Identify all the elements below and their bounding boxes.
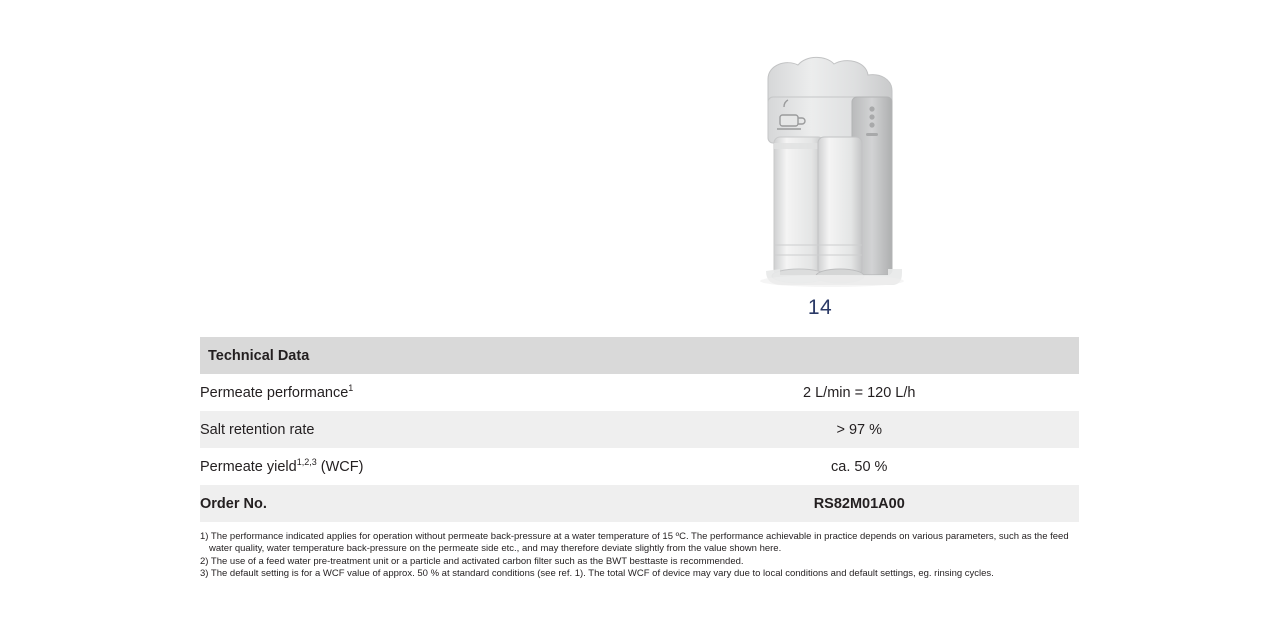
row-label xyxy=(200,374,640,411)
footnote-2: 2) The use of a feed water pre-treatment unit or a particle and activated carbon filter such as the BWT besttaste is recommended. xyxy=(200,555,744,567)
table-row-order-no xyxy=(200,485,1079,522)
technical-data-table xyxy=(200,337,1079,522)
row-value: 2 L/min = 120 L/h xyxy=(640,374,1080,411)
table-row xyxy=(200,411,1079,448)
row-label xyxy=(200,411,640,448)
row-value-order-no: RS82M01A00 xyxy=(640,485,1080,522)
footnote-1: 1) The performance indicated applies for operation without permeate back-pressure at a water temperature of 15 ºC. The performance achievable in practice depends on various parameters, such as the feed water quality, water temperature back-pressure on the permeate side etc., and may therefore deviate slightly from the value shown here. xyxy=(200,531,1069,555)
table-header-row xyxy=(200,337,1079,374)
row-label-text: Permeate yield xyxy=(200,458,297,475)
row-label-suffix: (WCF) xyxy=(316,458,364,475)
row-label-footnote-ref: 1 xyxy=(348,382,354,393)
table-row xyxy=(200,448,1079,485)
row-label-footnote-ref: 1,2,3 xyxy=(296,456,317,467)
table-row xyxy=(200,374,1079,411)
table-header-label: Technical Data xyxy=(200,337,1079,374)
row-value: ca. 50 % xyxy=(640,448,1080,485)
product-image xyxy=(740,45,940,295)
row-label xyxy=(200,485,640,522)
footnotes xyxy=(200,531,1070,581)
row-label-text: Salt retention rate xyxy=(200,421,315,438)
row-label-text: Permeate performance xyxy=(200,384,349,401)
footnote-3: 3) The default setting is for a WCF value of approx. 50 % at standard conditions (see ref. 1). The total WCF of device may vary due to local conditions and default settings, eg. rinsing cycles. xyxy=(200,568,994,580)
row-label-text: Order No. xyxy=(200,495,267,512)
reverse-osmosis-device-illustration xyxy=(740,45,940,295)
page-number: 14 xyxy=(807,296,833,319)
row-value: > 97 % xyxy=(640,411,1080,448)
row-label xyxy=(200,448,640,485)
